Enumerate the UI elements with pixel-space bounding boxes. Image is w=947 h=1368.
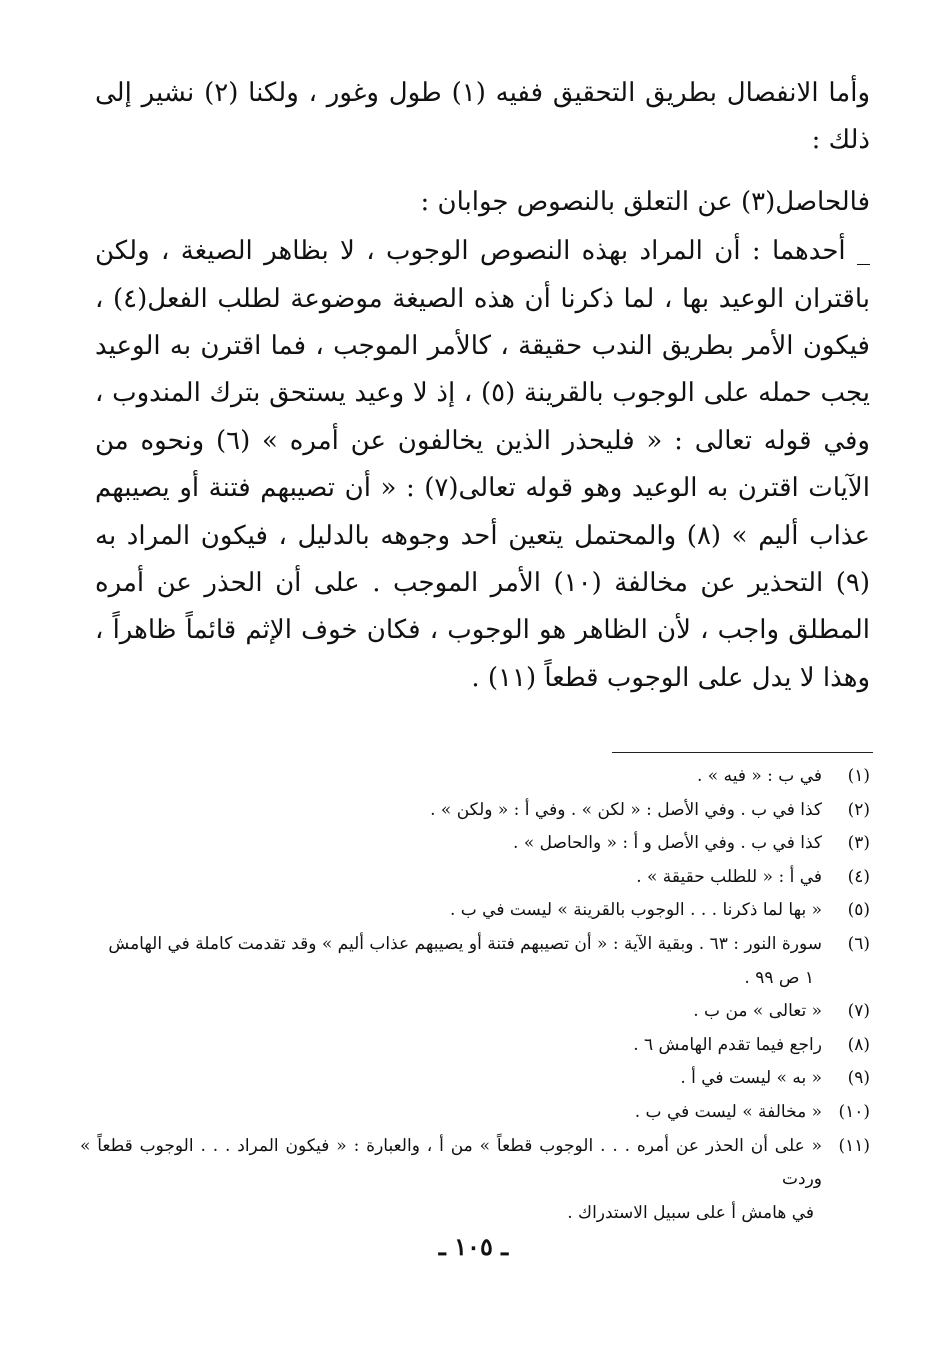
footnote-number: (٨) bbox=[847, 1034, 870, 1055]
main-text-block bbox=[95, 70, 870, 702]
footnote-7 bbox=[80, 995, 870, 1029]
footnote-number: (٩) bbox=[847, 1068, 870, 1089]
footnote-2 bbox=[80, 794, 870, 828]
footnote-1 bbox=[80, 760, 870, 794]
footnote-text: في أ : « للطلب حقيقة » . bbox=[636, 866, 822, 887]
footnote-10 bbox=[80, 1096, 870, 1130]
footnote-text: كذا في ب . وفي الأصل و أ : « والحاصل » . bbox=[513, 833, 822, 854]
footnote-separator bbox=[612, 752, 873, 753]
footnote-text: راجع فيما تقدم الهامش ٦ . bbox=[633, 1034, 822, 1055]
footnote-number: (١) bbox=[847, 766, 870, 786]
footnotes-section bbox=[80, 760, 870, 1230]
paragraph-first-answer: _ أحدهما : أن المراد بهذه النصوص الوجوب ، لا بظاهر الصيغة ، ولكن باقتران الوعيد بها ، لما ذكرنا أن هذه الصيغة موضوعة لطلب الفعل(٤) ، فيكون الأمر بطريق الندب حقيقة ، كالأمر الموجب ، فما اقترن به الوعيد يجب حمله على الوجوب بالقرينة (٥) ، إذ لا وعيد يستحق بترك المندوب ، وفي قوله تعالى : « فليحذر الذين يخالفون عن أمره » (٦) ونحوه من الآيات اقترن به الوعيد وهو قوله تعالى(٧) : « أن تصيبهم فتنة أو يصيبهم عذاب أليم » (٨) والمحتمل يتعين أحد وجوهه بالدليل ، فيكون المراد به (٩) التحذير عن مخالفة (١٠) الأمر الموجب . على أن الحذر عن أمره المطلق واجب ، لأن الظاهر هو الوجوب ، فكان خوف الإثم قائماً ظاهراً ، وهذا لا يدل على الوجوب قطعاً (١١) . bbox=[95, 236, 870, 693]
paragraph-conclusion: فالحاصل(٣) عن التعلق بالنصوص جوابان : bbox=[420, 186, 870, 217]
footnote-text: « به » ليست في أ . bbox=[680, 1068, 822, 1089]
footnote-number: (١٠) bbox=[838, 1101, 870, 1122]
footnote-number: (٢) bbox=[847, 799, 870, 820]
page-number: ـ ١٠٥ ـ bbox=[438, 1232, 509, 1261]
footnote-number: (١١) bbox=[838, 1135, 870, 1156]
footnote-9 bbox=[80, 1062, 870, 1096]
footnote-text: سورة النور : ٦٣ . وبقية الآية : « أن تصيبهم فتنة أو يصيبهم عذاب أليم » وقد تقدمت كاملة في الهامش bbox=[108, 933, 822, 954]
paragraph-intro: وأما الانفصال بطريق التحقيق ففيه (١) طول وغور ، ولكنا (٢) نشير إلى ذلك : bbox=[95, 78, 870, 156]
footnote-text: « على أن الحذر عن أمره . . . الوجوب قطعاً » من أ ، والعبارة : « فيكون المراد . . . الوجوب قطعاً » وردت bbox=[80, 1135, 822, 1190]
footnote-number: (٤) bbox=[847, 866, 870, 887]
footnote-6 bbox=[80, 928, 870, 962]
footnote-text: « تعالى » من ب . bbox=[693, 1001, 822, 1022]
footnote-number: (٥) bbox=[847, 900, 870, 921]
footnote-11 bbox=[80, 1130, 870, 1197]
footnote-8 bbox=[80, 1029, 870, 1063]
footnote-5 bbox=[80, 894, 870, 928]
footnote-text: « بها لما ذكرنا . . . الوجوب بالقرينة » ليست في ب . bbox=[449, 900, 822, 921]
footnote-number: (٧) bbox=[847, 1001, 870, 1022]
footnote-4 bbox=[80, 861, 870, 895]
footnote-3 bbox=[80, 827, 870, 861]
footnote-continuation: في هامش أ على سبيل الاستدراك . bbox=[567, 1202, 814, 1223]
footnote-number: (٣) bbox=[847, 833, 870, 854]
footnote-number: (٦) bbox=[847, 933, 870, 954]
footnote-text: « مخالفة » ليست في ب . bbox=[634, 1101, 822, 1122]
footnote-text: في ب : « فيه » . bbox=[696, 766, 822, 786]
footnote-text: كذا في ب . وفي الأصل : « لكن » . وفي أ : « ولكن » . bbox=[430, 799, 822, 820]
footnote-continuation: ١ ص ٩٩ . bbox=[744, 967, 814, 988]
